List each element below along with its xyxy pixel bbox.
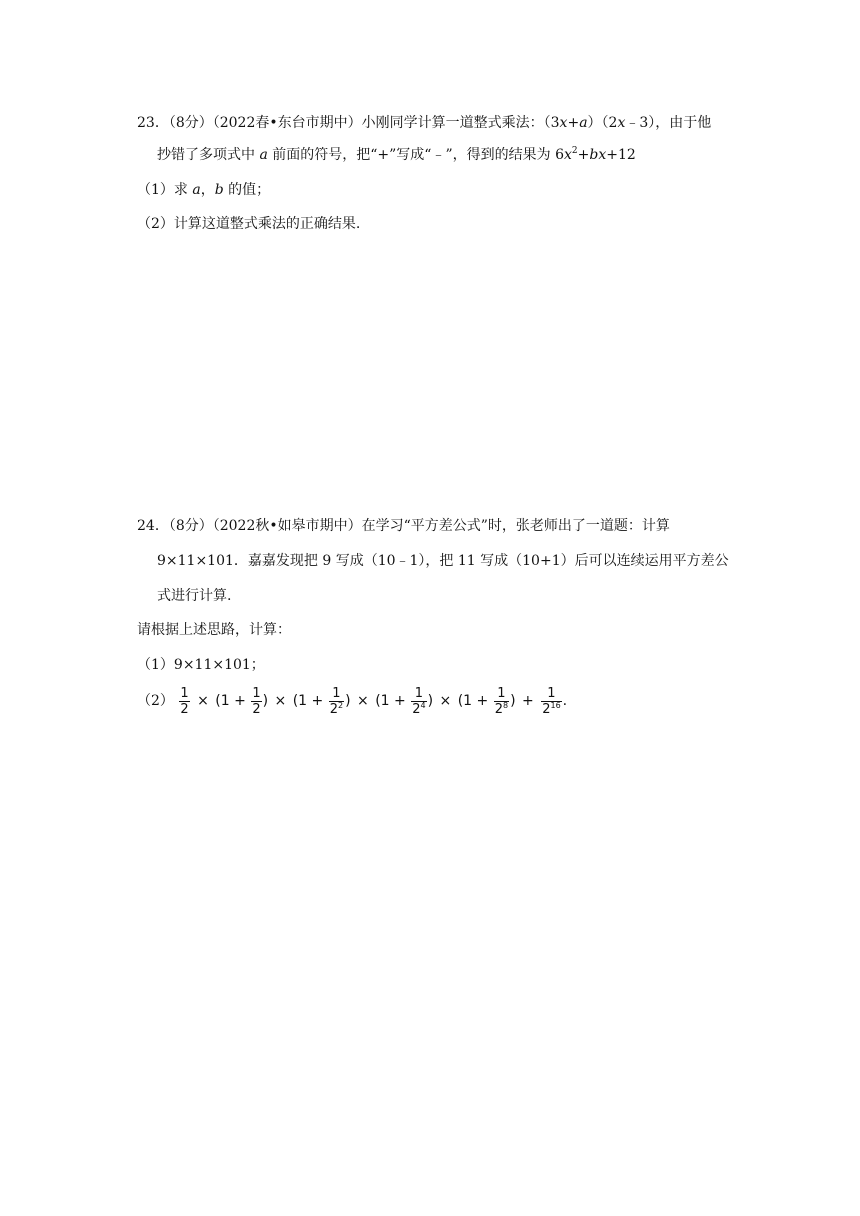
period: . — [562, 693, 568, 709]
q24-line-3 — [157, 586, 231, 606]
q23-text: （2）计算这道整式乘法的正确结果. — [137, 216, 361, 232]
q23-part-2 — [137, 214, 360, 234]
q23-text: 抄错了多项式中 — [157, 147, 260, 163]
paren-open: (1 + — [375, 693, 406, 709]
q24-part-1 — [137, 655, 265, 675]
numerator: 1 — [252, 685, 261, 701]
plus-sign: + — [522, 693, 534, 709]
var-b: b — [589, 147, 599, 163]
var-a: a — [192, 182, 201, 198]
exponent: 8 — [503, 700, 509, 710]
numerator: 1 — [180, 685, 189, 701]
var-b: b — [214, 182, 224, 198]
plus-sign: + — [577, 147, 590, 163]
denominator — [411, 702, 426, 717]
var-x: x — [598, 147, 607, 163]
numerator: 1 — [541, 686, 561, 702]
numerator: 1 — [494, 686, 509, 702]
paren-close: ) — [345, 693, 351, 709]
times-sign: × — [357, 693, 369, 709]
numerator: 1 — [411, 686, 426, 702]
var-a: a — [259, 147, 268, 163]
base: 2 — [542, 701, 551, 717]
q24-text: 请根据上述思路，计算： — [137, 622, 291, 638]
q24-text: （1）9×11×101； — [137, 657, 265, 673]
fraction — [329, 686, 344, 717]
base: 2 — [329, 701, 338, 717]
exponent: 4 — [420, 700, 426, 710]
paren-close: ) — [510, 693, 516, 709]
paren-close: ) — [262, 693, 269, 709]
paren-close: ) — [427, 693, 434, 709]
paren-open: (1 + — [292, 693, 324, 709]
q24-line-1 — [137, 516, 670, 536]
denominator — [494, 702, 509, 717]
var-x: x — [559, 115, 568, 131]
var-x: x — [563, 147, 572, 163]
times-sign: × — [197, 693, 209, 709]
q23-text: 的值； — [223, 182, 271, 198]
q23-line-1 — [137, 113, 711, 133]
expr-text: （3 — [543, 115, 560, 131]
paren-open: (1 + — [457, 693, 489, 709]
exponent: 2 — [338, 700, 344, 710]
q23-text: +12 — [606, 147, 636, 163]
q24-text: 9×11×101．嘉嘉发现把 9 写成（10﹣1），把 11 写成（10+1）后可以连续运用平方差公 — [157, 553, 729, 569]
q24-line-2 — [157, 551, 729, 571]
q23-part-1 — [137, 180, 270, 200]
fraction — [179, 686, 189, 717]
q23-text: ， — [200, 182, 215, 198]
expr-text: ﹣3），由于他 — [625, 115, 712, 131]
q23-text: 前面的符号，把“+”写成“﹣”，得到的结果为 6 — [267, 147, 564, 163]
exponent: 16 — [550, 700, 561, 710]
var-x: x — [617, 115, 626, 131]
q24-text: 式进行计算. — [157, 588, 232, 604]
q24-text: 24．（8分）（2022秋•如皋市期中）在学习“平方差公式”时，张老师出了一道题：计算 — [137, 518, 670, 534]
denominator — [329, 702, 344, 717]
q23-text: （1）求 — [137, 182, 193, 198]
q23-meta: （8分）（2022春•东台市期中）小刚同学计算一道整式乘法： — [168, 115, 544, 131]
denominator: 2 — [252, 701, 261, 717]
denominator: 2 — [180, 701, 189, 717]
expr-text: ）（2 — [587, 115, 618, 131]
times-sign: × — [439, 693, 452, 709]
fraction — [251, 686, 261, 717]
q23-line-2 — [157, 145, 636, 165]
fraction — [494, 686, 509, 717]
part-label: （2） — [137, 693, 174, 709]
times-sign: × — [274, 693, 287, 709]
q24-part-2-formula — [137, 684, 567, 718]
base: 2 — [412, 701, 421, 717]
base: 2 — [494, 701, 503, 717]
var-a: a — [579, 115, 588, 131]
fraction — [541, 686, 561, 717]
denominator — [541, 702, 561, 717]
fraction — [411, 686, 426, 717]
q23-number: 23． — [137, 115, 169, 131]
exponent: 2 — [571, 146, 578, 156]
plus-sign: + — [567, 115, 580, 131]
numerator: 1 — [329, 686, 344, 702]
paren-open: (1 + — [215, 693, 246, 709]
q24-line-4 — [137, 620, 291, 640]
